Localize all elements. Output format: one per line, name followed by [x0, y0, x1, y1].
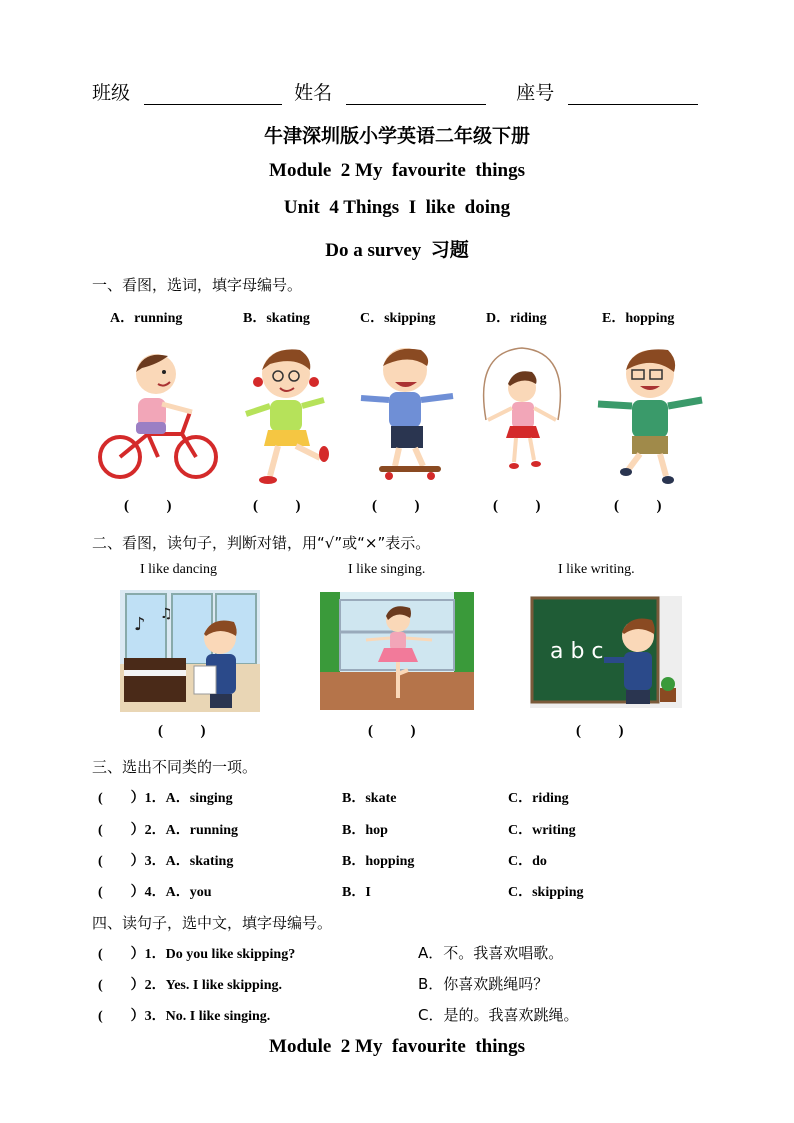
- translate-question-3[interactable]: ( ）3．No. I like singing.: [98, 1009, 271, 1024]
- option-d: D．riding: [486, 311, 547, 326]
- judge-blank-2[interactable]: ( ): [368, 723, 416, 739]
- odd-one-out-option-b-1: B．skate: [342, 791, 397, 806]
- section1-heading: 一、看图，选词，填字母编号。: [92, 276, 303, 294]
- section3-heading: 三、选出不同类的一项。: [92, 758, 258, 776]
- caption-dancing: I like dancing: [140, 562, 217, 577]
- translate-answer-c: C．是的。我喜欢跳绳。: [418, 1006, 579, 1024]
- translate-question-1[interactable]: ( ）1．Do you like skipping?: [98, 947, 296, 962]
- svg-text:♫: ♫: [160, 606, 173, 622]
- judge-blank-1[interactable]: ( ): [158, 723, 206, 739]
- lesson-title: Do a survey 习题: [325, 240, 469, 261]
- option-e: E．hopping: [602, 311, 675, 326]
- board-text: a b c: [550, 639, 604, 664]
- odd-one-out-question-2[interactable]: ( ）2．A．running: [98, 823, 239, 838]
- student-info-header: [92, 78, 712, 105]
- singing-picture: [120, 590, 260, 712]
- answer-blank-3[interactable]: ( ): [372, 498, 420, 514]
- odd-one-out-question-4[interactable]: ( ）4．A．you: [98, 885, 212, 900]
- odd-one-out-option-c-3: C．do: [508, 854, 547, 869]
- answer-blank-5[interactable]: ( ): [614, 498, 662, 514]
- translate-answer-b: B．你喜欢跳绳吗？: [418, 975, 549, 993]
- svg-text:♪: ♪: [134, 614, 146, 635]
- odd-one-out-option-b-2: B．hop: [342, 823, 388, 838]
- option-b: B．skating: [243, 311, 310, 326]
- seat-blank[interactable]: [568, 86, 698, 105]
- writing-picture: [530, 596, 682, 708]
- judge-blank-3[interactable]: ( ): [576, 723, 624, 739]
- girl-running-picture: [240, 342, 332, 487]
- seat-label: 座号: [516, 82, 555, 104]
- book-title: 牛津深圳版小学英语二年级下册: [263, 125, 530, 147]
- skipping-picture: [474, 342, 570, 487]
- answer-blank-2[interactable]: ( ): [253, 498, 301, 514]
- odd-one-out-question-3[interactable]: ( ）3．A．skating: [98, 854, 234, 869]
- class-label: 班级: [92, 82, 131, 104]
- section2-heading: 二、看图，读句子，判断对错，用“√”或“×”表示。: [92, 534, 431, 552]
- riding-picture: [98, 342, 220, 487]
- odd-one-out-option-c-1: C．riding: [508, 791, 569, 806]
- answer-blank-4[interactable]: ( ): [493, 498, 541, 514]
- odd-one-out-question-1[interactable]: ( ）1．A．singing: [98, 791, 233, 806]
- section4-heading: 四、读句子，选中文，填字母编号。: [92, 914, 333, 932]
- translate-answer-a: A．不。我喜欢唱歌。: [418, 944, 564, 962]
- name-blank[interactable]: [346, 86, 486, 105]
- odd-one-out-option-b-3: B．hopping: [342, 854, 415, 869]
- class-blank[interactable]: [144, 86, 282, 105]
- answer-blank-1[interactable]: ( ): [124, 498, 172, 514]
- footer-module-title: Module 2 My favourite things: [269, 1036, 525, 1057]
- caption-writing: I like writing.: [558, 562, 635, 577]
- odd-one-out-option-c-4: C．skipping: [508, 885, 584, 900]
- hopping-picture: [592, 342, 708, 487]
- option-c: C．skipping: [360, 311, 436, 326]
- dancing-picture: [320, 592, 474, 710]
- odd-one-out-option-c-2: C．writing: [508, 823, 576, 838]
- module-title: Module 2 My favourite things: [269, 160, 525, 181]
- name-label: 姓名: [294, 82, 333, 104]
- unit-title: Unit 4 Things I like doing: [283, 197, 511, 218]
- odd-one-out-option-b-4: B．I: [342, 885, 371, 900]
- skating-picture: [355, 342, 461, 487]
- option-a: A．running: [110, 311, 183, 326]
- caption-singing: I like singing.: [348, 562, 426, 577]
- translate-question-2[interactable]: ( ）2．Yes. I like skipping.: [98, 978, 282, 993]
